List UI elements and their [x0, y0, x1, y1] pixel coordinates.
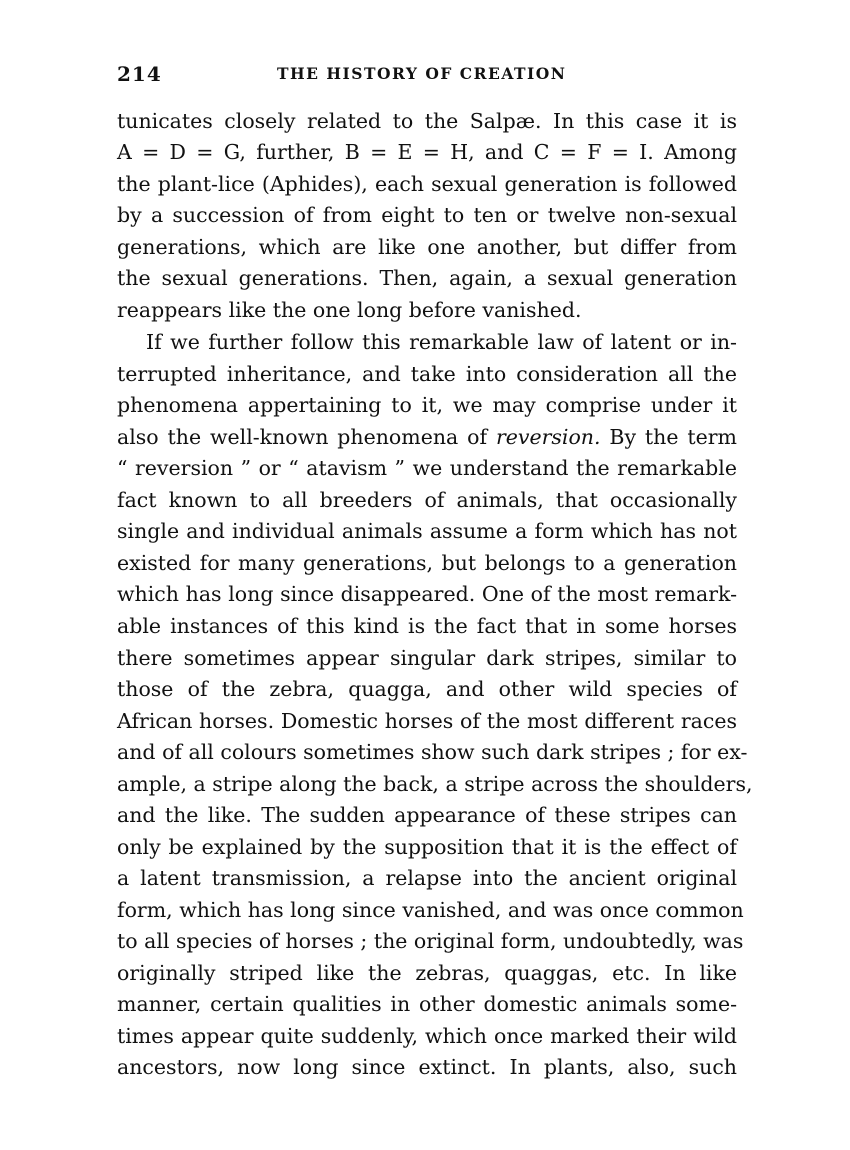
- text-line: If we further follow this remarkable law of latent or in-: [146, 330, 737, 354]
- text-segment: By the term: [600, 425, 737, 449]
- text-line: the sexual generations. Then, again, a sexual generation: [117, 266, 737, 290]
- text-line: tunicates closely related to the Salpæ. In this case it is: [117, 109, 737, 133]
- running-title: THE HISTORY OF CREATION: [277, 64, 567, 83]
- text-line: times appear quite suddenly, which once marked their wild: [117, 1024, 737, 1048]
- text-line: A = D = G, further, B = E = H, and C = F = I. Among: [117, 140, 737, 164]
- text-line: fact known to all breeders of animals, that occasionally: [117, 488, 737, 512]
- text-line: there sometimes appear singular dark stripes, similar to: [117, 646, 737, 670]
- text-line: a latent transmission, a relapse into the ancient original: [117, 866, 737, 890]
- text-line: which has long since disappeared. One of the most remark-: [117, 582, 737, 606]
- text-line: ancestors, now long since extinct. In plants, also, such: [117, 1055, 737, 1079]
- text-line: the plant-lice (Aphides), each sexual generation is followed: [117, 172, 737, 196]
- text-line: single and individual animals assume a form which has not: [117, 519, 737, 543]
- text-segment: also the well-known phenomena of: [117, 425, 496, 449]
- text-line: able instances of this kind is the fact that in some horses: [117, 614, 737, 638]
- text-line: originally striped like the zebras, quaggas, etc. In like: [117, 961, 737, 985]
- page-number: 214: [117, 62, 162, 86]
- text-line: terrupted inheritance, and take into consideration all the: [117, 362, 737, 386]
- page-header: [117, 62, 737, 84]
- text-line: by a succession of from eight to ten or twelve non-sexual: [117, 203, 737, 227]
- text-line: and the like. The sudden appearance of these stripes can: [117, 803, 737, 827]
- text-line-with-emphasis: [117, 424, 737, 450]
- text-line: to all species of horses ; the original form, undoubtedly, was: [117, 929, 744, 953]
- text-line: phenomena appertaining to it, we may comprise under it: [117, 393, 737, 417]
- text-line: manner, certain qualities in other domestic animals some-: [117, 992, 737, 1016]
- emphasis-reversion: reversion.: [495, 425, 601, 449]
- text-line: reappears like the one long before vanished.: [117, 298, 582, 322]
- text-line: generations, which are like one another, but differ from: [117, 235, 737, 259]
- text-line: ample, a stripe along the back, a stripe across the shoulders,: [117, 772, 753, 796]
- text-line: “ reversion ” or “ atavism ” we understand the remarkable: [117, 456, 737, 480]
- text-line: those of the zebra, quagga, and other wild species of: [117, 677, 737, 701]
- text-line: and of all colours sometimes show such dark stripes ; for ex-: [117, 740, 748, 764]
- text-line: African horses. Domestic horses of the most different races: [117, 709, 737, 733]
- text-line: form, which has long since vanished, and was once common: [117, 898, 744, 922]
- text-line: existed for many generations, but belongs to a generation: [117, 551, 737, 575]
- text-line: only be explained by the supposition that it is the effect of: [117, 835, 737, 859]
